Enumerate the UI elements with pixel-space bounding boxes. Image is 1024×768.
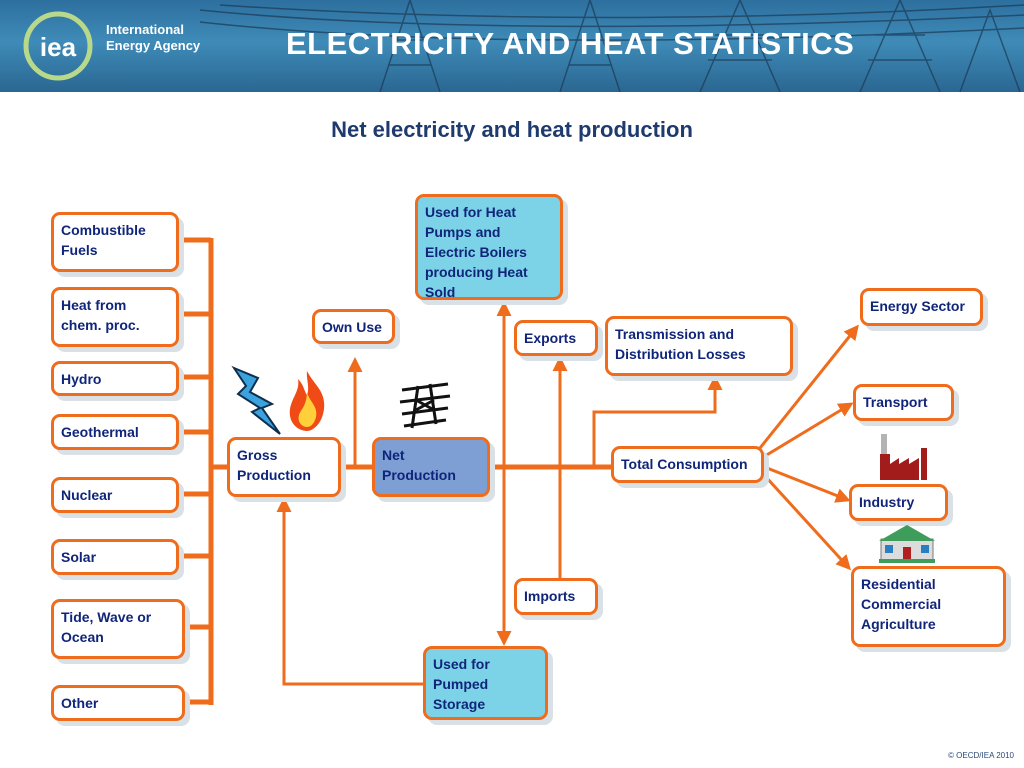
source-tide-wave-ocean: Tide, Wave or Ocean <box>51 599 185 659</box>
logo-line-2: Energy Agency <box>106 38 201 53</box>
banner-title: ELECTRICITY AND HEAT STATISTICS <box>286 26 855 61</box>
sector-transport: Transport <box>853 384 954 421</box>
node-net-production: Net Production <box>372 437 490 497</box>
node-heat-pumps-boilers: Used for Heat Pumps and Electric Boilers producing Heat Sold <box>415 194 563 300</box>
source-geothermal: Geothermal <box>51 414 179 450</box>
source-combustible-fuels: Combustible Fuels <box>51 212 179 272</box>
sector-industry: Industry <box>849 484 948 521</box>
sector-energy: Energy Sector <box>860 288 983 326</box>
node-exports: Exports <box>514 320 598 356</box>
copyright-footer: © OECD/IEA 2010 <box>948 751 1014 760</box>
node-transmission-losses: Transmission and Distribution Losses <box>605 316 793 376</box>
lightning-icon <box>228 364 284 436</box>
source-other: Other <box>51 685 185 721</box>
sector-residential-commercial-agriculture: Residential Commercial Agriculture <box>851 566 1006 647</box>
node-total-consumption: Total Consumption <box>611 446 764 483</box>
node-pumped-storage: Used for Pumped Storage <box>423 646 548 720</box>
source-heat-chem-proc: Heat from chem. proc. <box>51 287 179 347</box>
node-imports: Imports <box>514 578 598 615</box>
source-nuclear: Nuclear <box>51 477 179 513</box>
power-tower-icon <box>398 380 452 430</box>
flame-icon <box>284 369 330 433</box>
factory-icon <box>877 434 931 480</box>
diagram-subtitle: Net electricity and heat production <box>331 117 693 142</box>
logo-line-1: International <box>106 22 185 37</box>
logo-mark-text: iea <box>39 32 77 62</box>
node-own-use: Own Use <box>312 309 395 344</box>
node-gross-production: Gross Production <box>227 437 341 497</box>
source-solar: Solar <box>51 539 179 575</box>
source-hydro: Hydro <box>51 361 179 396</box>
houses-icon <box>879 523 935 563</box>
